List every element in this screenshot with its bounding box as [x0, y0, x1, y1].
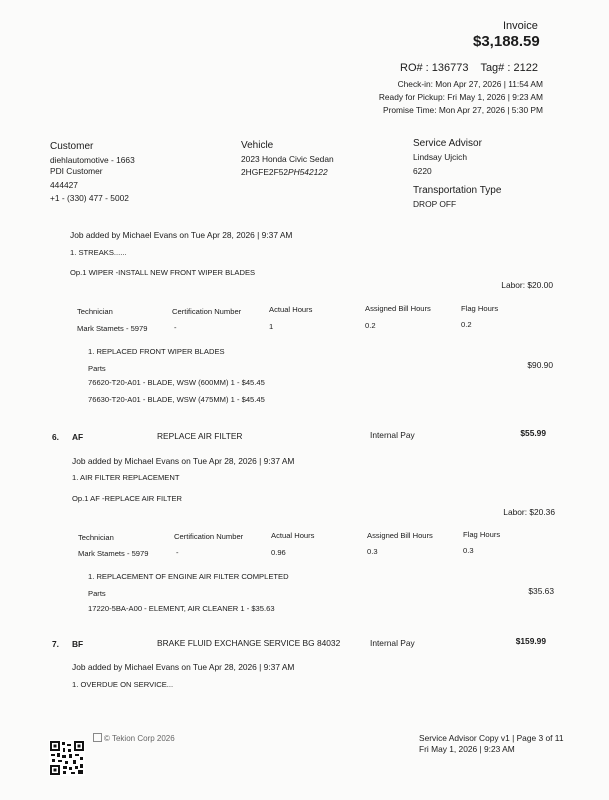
advisor-label: Service Advisor — [413, 138, 482, 149]
th-certification: Certification Number — [172, 307, 242, 316]
footer-copy-page: Service Advisor Copy v1 | Page 3 of 11 — [419, 733, 564, 743]
tech-cert: - — [174, 323, 177, 332]
tech-assigned: 0.3 — [367, 547, 378, 556]
vin-suffix: PH542122 — [288, 167, 328, 177]
invoice-label: Invoice — [503, 20, 538, 32]
job-title: REPLACE AIR FILTER — [157, 431, 243, 441]
tekion-logo-icon — [93, 733, 102, 742]
customer-id: 444427 — [50, 180, 78, 190]
tag-label: Tag# : — [480, 62, 511, 74]
tech-actual: 1 — [269, 322, 274, 331]
th-flag: Flag Hours — [461, 304, 499, 313]
qr-code-icon — [49, 740, 85, 776]
job-pay-type: Internal Pay — [370, 430, 415, 440]
job-added: Job added by Michael Evans on Tue Apr 28, 2026 | 9:37 AM — [72, 456, 295, 466]
vin-prefix: 2HGFE2F52 — [241, 167, 289, 177]
parts-total: $90.90 — [527, 360, 553, 370]
invoice-total: $3,188.59 — [473, 33, 540, 50]
vehicle-model: 2023 Honda Civic Sedan — [241, 154, 334, 164]
job-correction: 1. REPLACEMENT OF ENGINE AIR FILTER COMPLETED — [88, 572, 289, 581]
vehicle-vin — [241, 167, 328, 177]
footer-date: Fri May 1, 2026 | 9:23 AM — [419, 744, 515, 754]
th-certification: Certification Number — [174, 532, 244, 541]
job-code: AF — [72, 432, 84, 442]
promise-time: Promise Time: Mon Apr 27, 2026 | 5:30 PM — [383, 105, 543, 115]
job-number: 6. — [52, 432, 59, 442]
th-actual: Actual Hours — [269, 305, 313, 314]
tech-name: Mark Stamets - 5979 — [77, 324, 148, 333]
th-technician: Technician — [78, 533, 114, 542]
job-operation: Op.1 AF -REPLACE AIR FILTER — [72, 494, 183, 503]
tech-flag: 0.2 — [461, 320, 472, 329]
tech-assigned: 0.2 — [365, 321, 376, 330]
parts-label: Parts — [88, 589, 106, 598]
customer-label: Customer — [50, 141, 94, 152]
ro-label: RO# : — [400, 62, 429, 74]
th-assigned: Assigned Bill Hours — [365, 304, 431, 313]
vehicle-label: Vehicle — [241, 140, 274, 151]
tech-actual: 0.96 — [271, 548, 286, 557]
advisor-id: 6220 — [413, 166, 432, 176]
advisor-name: Lindsay Ujcich — [413, 152, 467, 162]
job-title: BRAKE FLUID EXCHANGE SERVICE BG 84032 — [157, 638, 341, 648]
job-number: 7. — [52, 639, 59, 649]
transport-label: Transportation Type — [413, 185, 502, 196]
customer-name: diehlautomotive - 1663 — [50, 155, 135, 165]
part-line: 76620-T20-A01 - BLADE, WSW (600MM) 1 - $45.45 — [88, 378, 265, 387]
job-amount: $159.99 — [515, 636, 546, 646]
job-correction: 1. REPLACED FRONT WIPER BLADES — [88, 347, 225, 356]
part-line: 17220-5BA-A00 - ELEMENT, AIR CLEANER 1 - $35.63 — [88, 604, 275, 613]
ro-number: 136773 — [431, 62, 469, 74]
footer-copyright — [93, 733, 175, 743]
th-actual: Actual Hours — [271, 531, 315, 540]
job-labor: Labor: $20.00 — [501, 280, 553, 290]
checkin-time: Check-in: Mon Apr 27, 2026 | 11:54 AM — [397, 79, 543, 89]
ro-block — [400, 62, 538, 74]
parts-label: Parts — [88, 364, 106, 373]
job-added: Job added by Michael Evans on Tue Apr 28, 2026 | 9:37 AM — [72, 662, 295, 672]
tag-number: 2122 — [513, 62, 538, 74]
job-concern: 1. AIR FILTER REPLACEMENT — [72, 473, 180, 482]
job-code: BF — [72, 639, 84, 649]
th-assigned: Assigned Bill Hours — [367, 531, 433, 540]
tech-flag: 0.3 — [463, 546, 474, 555]
part-line: 76630-T20-A01 - BLADE, WSW (475MM) 1 - $45.45 — [88, 395, 265, 404]
job-concern: 1. OVERDUE ON SERVICE... — [72, 680, 174, 689]
tech-cert: - — [176, 548, 179, 557]
ready-time: Ready for Pickup: Fri May 1, 2026 | 9:23 AM — [378, 92, 543, 102]
th-flag: Flag Hours — [463, 530, 501, 539]
transport-type: DROP OFF — [413, 199, 457, 209]
job-pay-type: Internal Pay — [370, 638, 415, 648]
copyright-text: © Tekion Corp 2026 — [104, 734, 175, 743]
tech-name: Mark Stamets - 5979 — [78, 549, 149, 558]
job-labor: Labor: $20.36 — [503, 507, 555, 517]
customer-type: PDI Customer — [50, 166, 103, 176]
job-operation: Op.1 WIPER -INSTALL NEW FRONT WIPER BLADES — [70, 268, 256, 277]
parts-total: $35.63 — [528, 586, 554, 596]
job-added: Job added by Michael Evans on Tue Apr 28, 2026 | 9:37 AM — [70, 230, 293, 240]
job-amount: $55.99 — [520, 428, 546, 438]
th-technician: Technician — [77, 307, 113, 316]
customer-phone: +1 - (330) 477 - 5002 — [50, 193, 129, 203]
job-concern: 1. STREAKS...... — [70, 248, 127, 257]
